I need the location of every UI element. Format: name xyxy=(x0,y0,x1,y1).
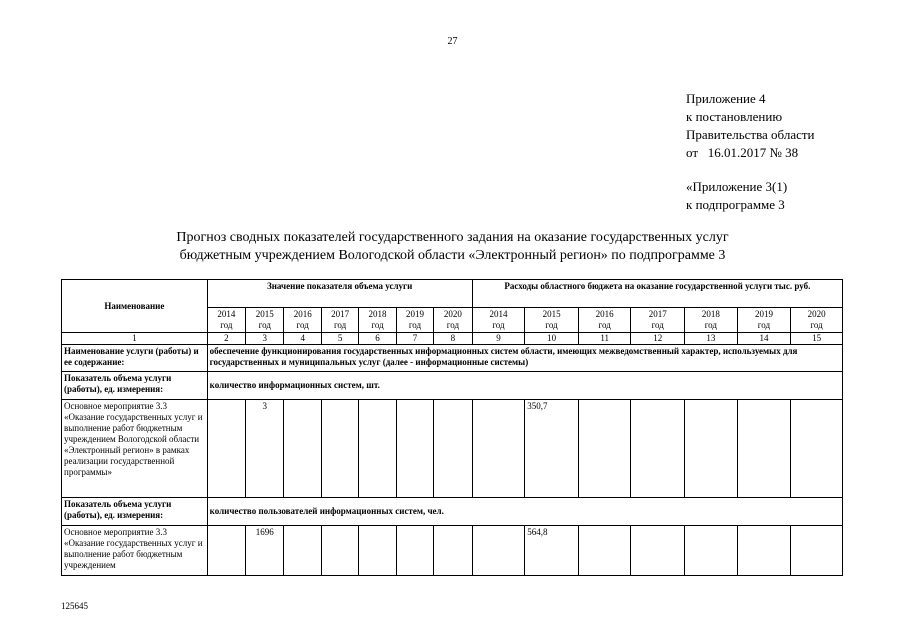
volume-header: Значение показателя объема услуги xyxy=(207,280,472,308)
year-header xyxy=(434,308,473,333)
table-cell xyxy=(434,526,473,576)
column-number: 13 xyxy=(685,333,738,345)
table-cell xyxy=(284,400,321,498)
activity2-label: Основное мероприятие 3.3 «Оказание государственных услуг и выполнение работ бюджетным учреждением xyxy=(62,526,208,576)
year-value: 2017 xyxy=(331,309,350,319)
year-suffix: год xyxy=(371,320,384,330)
year-value: 2014 xyxy=(489,309,508,319)
year-suffix: год xyxy=(220,320,233,330)
year-value: 2015 xyxy=(542,309,561,319)
table-cell xyxy=(685,526,738,576)
column-number: 7 xyxy=(396,333,433,345)
column-number: 14 xyxy=(737,333,791,345)
column-number: 10 xyxy=(525,333,579,345)
table-cell xyxy=(359,400,396,498)
year-suffix: год xyxy=(333,320,347,330)
year-header xyxy=(578,308,631,333)
year-header xyxy=(791,308,843,333)
table-cell xyxy=(321,400,358,498)
activity1-label: Основное мероприятие 3.3 «Оказание государственных услуг и выполнение работ бюджетным учреждением Вологодской области «Электронный регион» в рамках реализации государственной программы» xyxy=(62,400,208,498)
column-number: 8 xyxy=(434,333,473,345)
year-value: 2019 xyxy=(405,309,424,319)
footer-code: 125645 xyxy=(61,601,88,611)
activity2-2015-expense: 564,8 xyxy=(525,526,579,576)
table-cell xyxy=(321,526,358,576)
year-header xyxy=(525,308,579,333)
year-suffix: год xyxy=(598,320,611,330)
activity1-2015-value: 3 xyxy=(246,400,284,498)
year-header xyxy=(359,308,396,333)
table-cell xyxy=(791,400,843,498)
activity1-2015-expense: 350,7 xyxy=(525,400,579,498)
appendix-line: к постановлению xyxy=(686,109,783,124)
appendix-line: от 16.01.2017 № 38 xyxy=(686,145,799,160)
column-number: 1 xyxy=(62,333,208,345)
appendix2-block xyxy=(686,178,787,214)
year-value: 2016 xyxy=(595,309,614,319)
year-header xyxy=(631,308,685,333)
year-header xyxy=(207,308,245,333)
appendix2-line: «Приложение 3(1) xyxy=(686,179,788,194)
year-suffix: год xyxy=(704,320,717,330)
table-cell xyxy=(631,526,685,576)
column-number: 6 xyxy=(359,333,396,345)
activity1-row xyxy=(62,400,843,498)
year-suffix: год xyxy=(810,320,823,330)
table-cell xyxy=(396,400,433,498)
table-cell xyxy=(207,400,245,498)
column-number: 12 xyxy=(631,333,685,345)
column-number: 9 xyxy=(472,333,525,345)
appendix-line: Правительства области xyxy=(686,127,815,142)
year-header xyxy=(246,308,284,333)
year-value: 2015 xyxy=(255,309,274,319)
appendix2-line: к подпрограмме 3 xyxy=(686,197,785,212)
title-line: Прогноз сводных показателей государственного задания на оказание государственных услуг xyxy=(176,230,729,245)
activity2-2015-value: 1696 xyxy=(246,526,284,576)
year-suffix: год xyxy=(757,320,771,330)
indicator1-value: количество информационных систем, шт. xyxy=(207,372,842,400)
table-cell xyxy=(434,400,473,498)
column-number: 15 xyxy=(791,333,843,345)
year-header xyxy=(685,308,738,333)
year-value: 2014 xyxy=(217,309,236,319)
table-cell xyxy=(631,400,685,498)
table-cell xyxy=(359,526,396,576)
year-suffix: год xyxy=(545,320,558,330)
activity2-row xyxy=(62,526,843,576)
page-number: 27 xyxy=(447,36,458,47)
table-cell xyxy=(578,526,631,576)
table-cell xyxy=(472,400,525,498)
year-header xyxy=(321,308,358,333)
year-header xyxy=(737,308,791,333)
year-value: 2020 xyxy=(443,309,462,319)
year-suffix: год xyxy=(408,320,422,330)
table-cell xyxy=(472,526,525,576)
year-header xyxy=(472,308,525,333)
column-number: 5 xyxy=(321,333,358,345)
table-cell xyxy=(685,400,738,498)
column-number: 11 xyxy=(578,333,631,345)
year-suffix: год xyxy=(446,320,460,330)
expense-header: Расходы областного бюджета на оказание государственной услуги тыс. руб. xyxy=(472,280,842,308)
document-title xyxy=(0,229,905,265)
year-suffix: год xyxy=(258,320,271,330)
year-value: 2018 xyxy=(701,309,720,319)
column-numbers-row xyxy=(62,333,843,345)
table-cell xyxy=(737,400,791,498)
table-cell xyxy=(791,526,843,576)
table-cell xyxy=(284,526,321,576)
year-value: 2020 xyxy=(807,309,826,319)
appendix-block xyxy=(686,90,815,162)
table-cell xyxy=(207,526,245,576)
year-suffix: год xyxy=(296,320,309,330)
name-header: Наименование xyxy=(62,280,208,333)
table-cell xyxy=(737,526,791,576)
year-value: 2018 xyxy=(368,309,387,319)
service-value: обеспечение функционирования государственных информационных систем области, имеющих межведомственный характер, используемых для государственных и муниципальных услуг (далее - информационные системы) xyxy=(207,345,842,372)
table-cell xyxy=(396,526,433,576)
year-value: 2016 xyxy=(293,309,312,319)
column-number: 2 xyxy=(207,333,245,345)
indicator1-label: Показатель объема услуги (работы), ед. измерения: xyxy=(62,372,208,400)
year-suffix: год xyxy=(651,320,664,330)
year-header xyxy=(284,308,321,333)
column-number: 4 xyxy=(284,333,321,345)
year-value: 2017 xyxy=(648,309,667,319)
year-header xyxy=(396,308,433,333)
column-number: 3 xyxy=(246,333,284,345)
indicator2-label: Показатель объема услуги (работы), ед. измерения: xyxy=(62,498,208,526)
year-suffix: год xyxy=(492,320,505,330)
service-label: Наименование услуги (работы) и ее содержание: xyxy=(62,345,208,372)
appendix-line: Приложение 4 xyxy=(686,91,766,106)
forecast-table xyxy=(61,279,843,576)
year-value: 2019 xyxy=(754,309,773,319)
title-line: бюджетным учреждением Вологодской области «Электронный регион» по подпрограмме 3 xyxy=(179,248,726,263)
table-cell xyxy=(578,400,631,498)
indicator2-value: количество пользователей информационных систем, чел. xyxy=(207,498,842,526)
